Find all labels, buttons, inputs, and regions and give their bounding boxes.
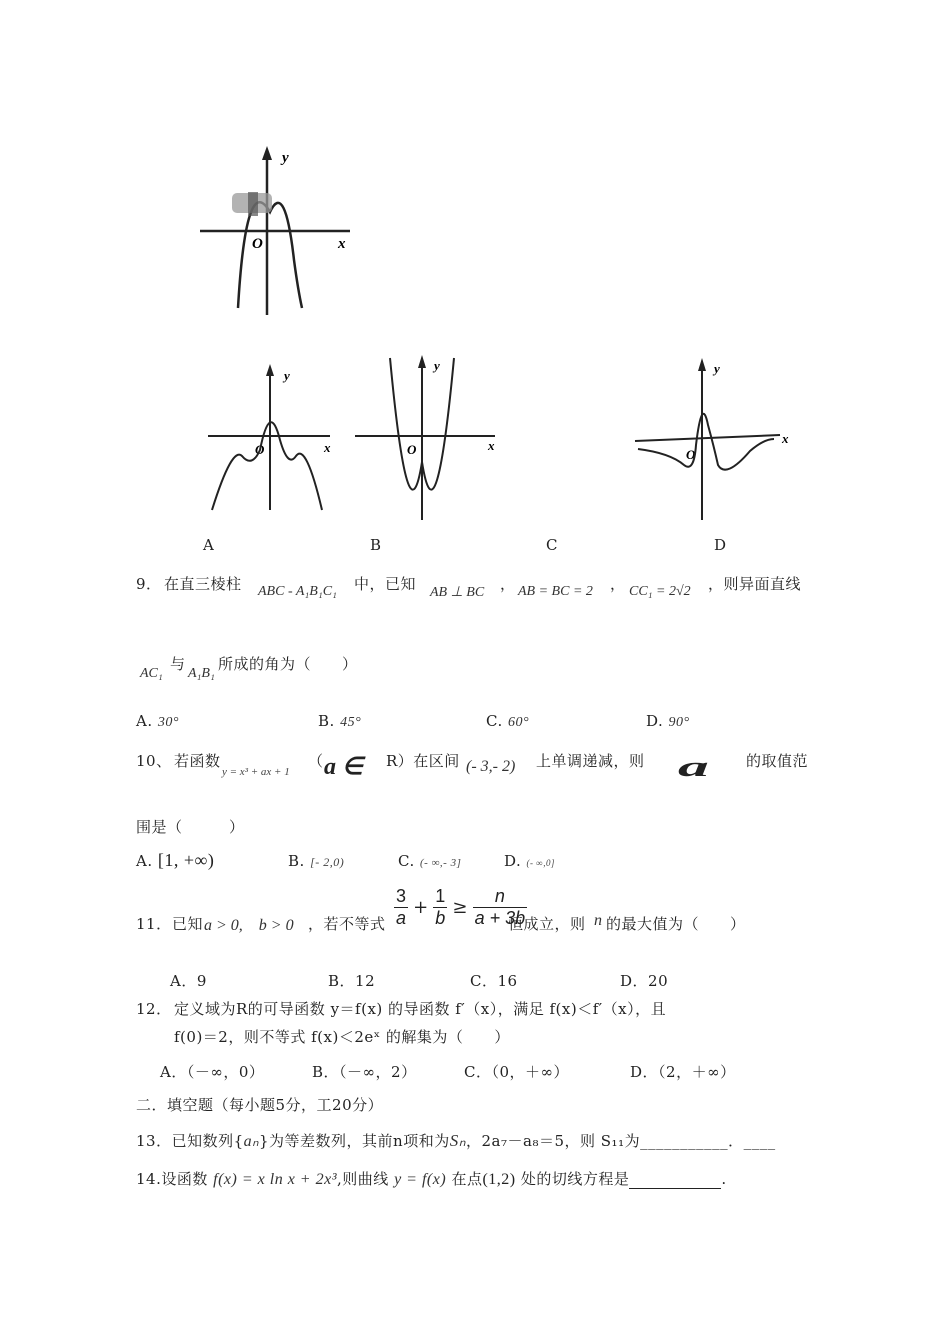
q14: 14.设函数 f(x) = x ln x + 2x³,则曲线 y = f(x) 在点(1,2) 处的切线方程是 . bbox=[136, 1170, 727, 1188]
x-label: x bbox=[338, 236, 346, 252]
q12-line2: f(0)＝2，则不等式 f(x)＜2eˣ 的解集为（ ） bbox=[174, 1028, 510, 1046]
q9-opt-a: A. 30° bbox=[136, 712, 179, 730]
q11-text4: 的最大值为（ ） bbox=[606, 915, 746, 933]
svg-text:O: O bbox=[407, 442, 417, 457]
q10-opt-b: B. [- 2,0) bbox=[288, 852, 345, 870]
option-a-label: A bbox=[203, 536, 215, 554]
q10-text2: R）在区间 bbox=[386, 752, 460, 770]
option-d-graph bbox=[630, 355, 800, 525]
q9-eq1: AB = BC = 2 bbox=[518, 584, 593, 599]
option-a-graph bbox=[200, 360, 340, 520]
q9-text2: 中，已知 bbox=[354, 575, 417, 593]
q10-number: 10、 bbox=[136, 752, 172, 770]
svg-text:x: x bbox=[488, 438, 495, 453]
q10-a-big: a bbox=[678, 752, 709, 783]
q10-opt-a: A. [1, +∞) bbox=[136, 850, 215, 870]
q12-number: 12． bbox=[136, 1000, 172, 1018]
q12-line1: 定义域为R的可导函数 y＝f(x) 的导函数 f′（x），满足 f(x)＜f′（x），且 bbox=[174, 1000, 667, 1018]
svg-text:O: O bbox=[255, 442, 265, 457]
q9-eq2: CC₁ = 2√2 bbox=[629, 584, 691, 599]
q11-cond: a > 0, b > 0 bbox=[204, 917, 294, 934]
q12-opt-b: B．（－∞，2） bbox=[312, 1063, 417, 1081]
q9-opt-b: B. 45° bbox=[318, 712, 362, 730]
q9-line1: AC₁ bbox=[140, 666, 163, 681]
svg-text:y: y bbox=[714, 361, 720, 376]
q11-opt-a: A．9 bbox=[170, 972, 207, 990]
q11-inequality: $\frac{3}{a}$ + $\frac{1}{b}$ ≥ $\frac{n}{a + 3b}$ bbox=[396, 886, 526, 928]
option-c-label: C bbox=[546, 536, 558, 554]
svg-text:x: x bbox=[782, 431, 789, 446]
svg-text:x: x bbox=[324, 440, 331, 455]
q10-interval: (- 3,- 2) bbox=[466, 758, 516, 775]
q11-opt-d: D．20 bbox=[620, 972, 669, 990]
q10-func: y = x³ + ax + 1 bbox=[222, 766, 290, 778]
q12-opt-c: C．（0，＋∞） bbox=[464, 1063, 570, 1081]
q10-paren: （ bbox=[308, 752, 324, 770]
q9-text4: 与 bbox=[170, 655, 186, 673]
q12-opt-a: A．（－∞，0） bbox=[160, 1063, 265, 1081]
q10-opt-c: C. (- ∞,- 3] bbox=[398, 852, 462, 870]
q11-number: 11． bbox=[136, 915, 172, 933]
origin-label: O bbox=[252, 236, 263, 252]
q10-text5: 围是（ ） bbox=[136, 818, 245, 836]
option-b-graph bbox=[350, 350, 510, 525]
q9-opt-d: D. 90° bbox=[646, 712, 690, 730]
q10-text3: 上单调递减，则 bbox=[536, 752, 645, 770]
option-d-label: D bbox=[714, 536, 727, 554]
q10-opt-d: D. (- ∞,0] bbox=[504, 852, 555, 870]
q11-text1: 已知 bbox=[172, 915, 204, 933]
svg-text:y: y bbox=[434, 358, 440, 373]
q9-perp: AB ⊥ BC bbox=[430, 585, 485, 600]
option-d-curve bbox=[638, 414, 774, 470]
q9-text5: 所成的角为（ ） bbox=[218, 655, 358, 673]
q9-number: 9． bbox=[136, 575, 162, 593]
q10-a-sym: a ∈ bbox=[324, 754, 363, 780]
q9-opt-c: C. 60° bbox=[486, 712, 530, 730]
derivative-graph bbox=[190, 140, 360, 320]
q9-text3: ，则异面直线 bbox=[708, 575, 802, 593]
svg-text:O: O bbox=[686, 447, 696, 462]
q11-text2: ，若不等式 bbox=[308, 915, 386, 933]
q9-line2: A₁B₁ bbox=[188, 666, 215, 681]
q10-text4: 的取值范 bbox=[746, 752, 809, 770]
q13: 13．已知数列{aₙ}为等差数列，其前n项和为Sₙ，2a₇－a₈＝5，则 S₁₁为___________．____ bbox=[136, 1131, 776, 1150]
q11-opt-b: B．12 bbox=[328, 972, 376, 990]
q9-text1: 在直三棱柱 bbox=[164, 575, 242, 593]
q12-opt-d: D．（2，＋∞） bbox=[630, 1063, 736, 1081]
option-b-label: B bbox=[370, 536, 382, 554]
q11-text3: 恒成立，则 bbox=[508, 915, 586, 933]
q9-prism: ABC - A₁B₁C₁ bbox=[258, 584, 337, 599]
q14-answer-blank[interactable] bbox=[629, 1174, 721, 1189]
y-label: y bbox=[282, 150, 289, 166]
q11-var: n bbox=[594, 912, 602, 929]
q11-opt-c: C．16 bbox=[470, 972, 518, 990]
q10-text1: 若函数 bbox=[174, 752, 221, 770]
section2-heading: 二．填空题（每小题5分，工20分） bbox=[136, 1096, 384, 1114]
svg-text:y: y bbox=[284, 368, 290, 383]
